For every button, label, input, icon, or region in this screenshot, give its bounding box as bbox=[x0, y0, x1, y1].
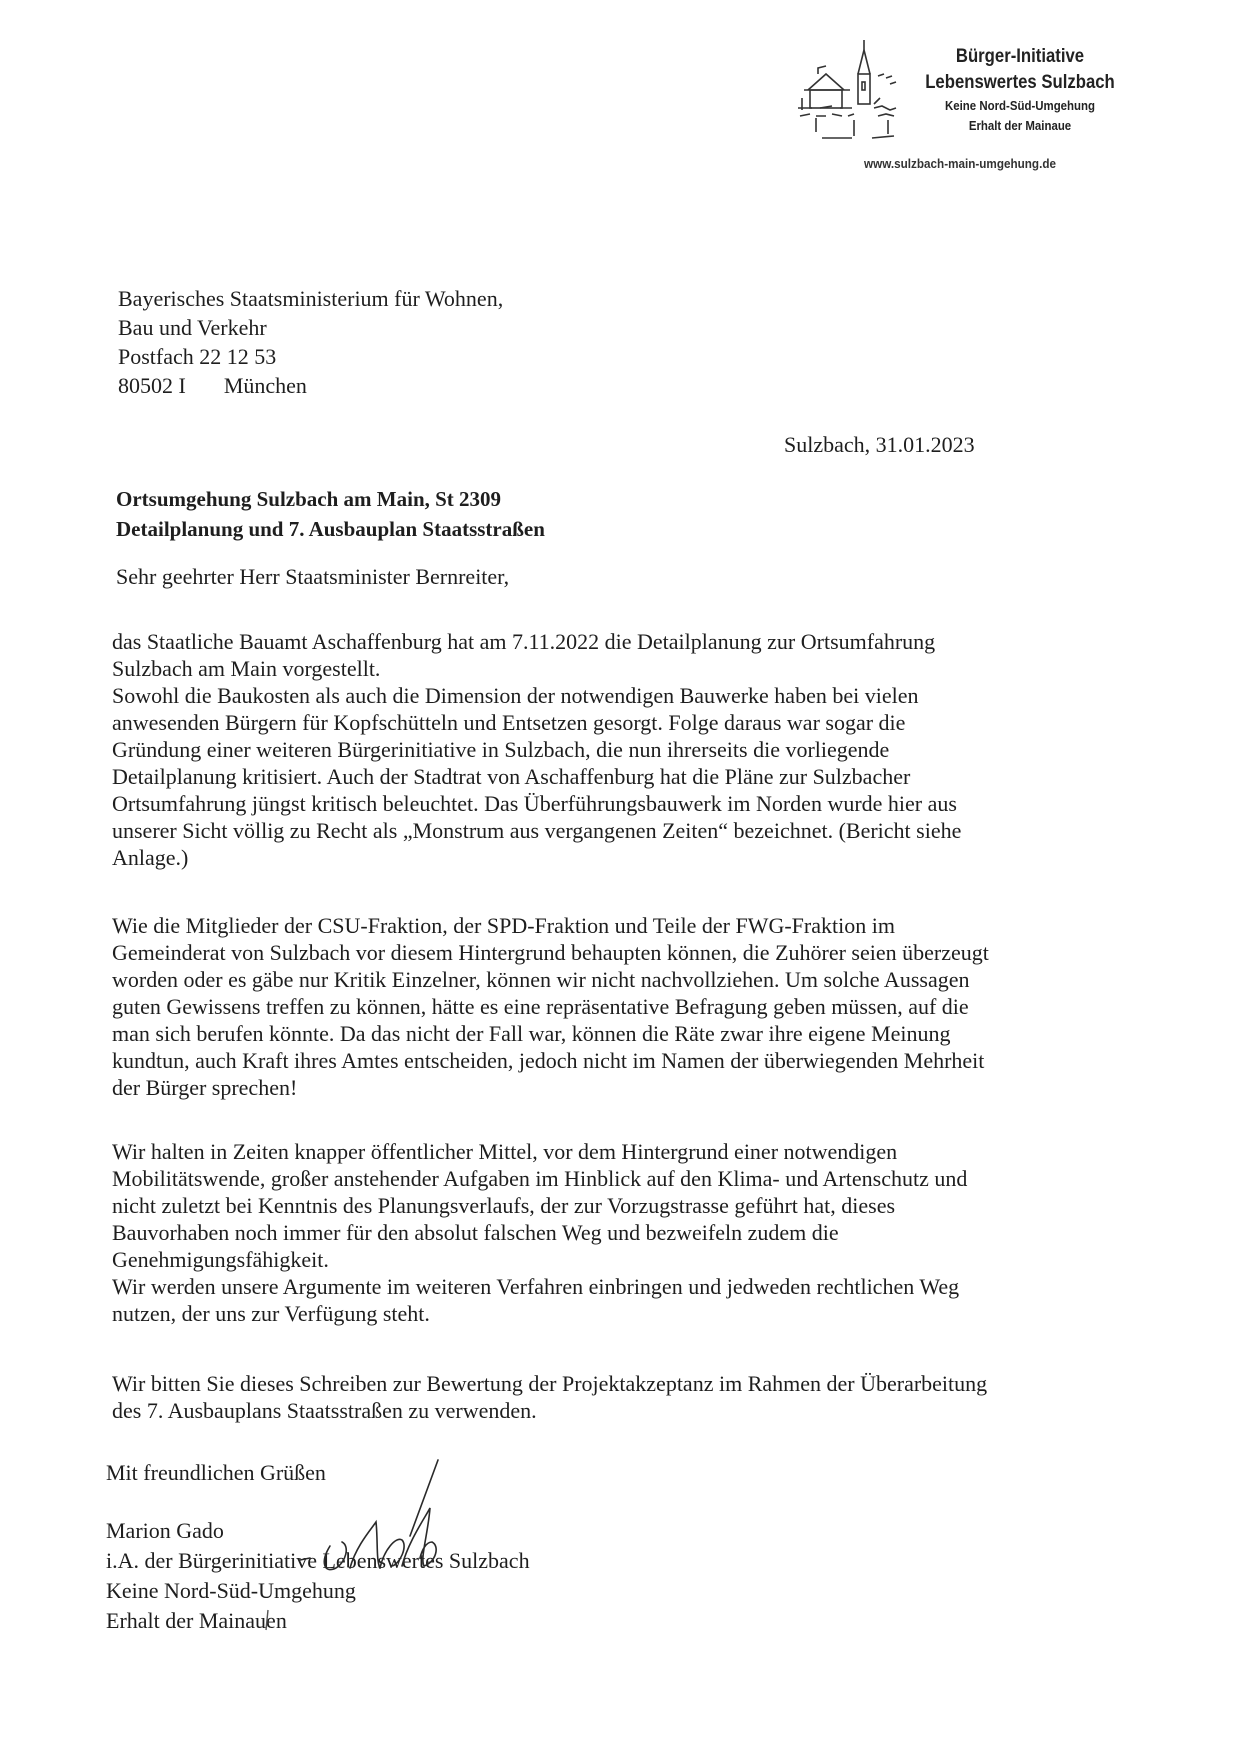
paragraph-line: Sowohl die Baukosten als auch die Dimension der notwendigen Bauwerke haben bei vielen bbox=[112, 683, 919, 708]
paragraph-line: Wir werden unsere Argumente im weiteren Verfahren einbringen und jedweden rechtlichen Weg bbox=[112, 1274, 960, 1299]
paragraph-line: unserer Sicht völlig zu Recht als „Monstrum aus vergangenen Zeiten“ bezeichnet. (Bericht siehe bbox=[112, 818, 962, 843]
paragraph-line: Gründung einer weiteren Bürgerinitiative in Sulzbach, die nun ihrerseits die vorliegende bbox=[112, 737, 890, 762]
paragraph-line: des 7. Ausbauplans Staatsstraßen zu verwenden. bbox=[112, 1398, 537, 1423]
paragraph-line: Sulzbach am Main vorgestellt. bbox=[112, 656, 381, 681]
paragraph-3 bbox=[112, 1138, 1192, 1327]
scan-mark bbox=[260, 1606, 280, 1636]
paragraph-line: anwesenden Bürgern für Kopfschütteln und Entsetzen gesorgt. Folge daraus war sogar die bbox=[112, 710, 906, 735]
letter-date: Sulzbach, 31.01.2023 bbox=[784, 432, 975, 457]
org-website: www.sulzbach-main-umgehung.de bbox=[864, 156, 1056, 171]
paragraph-line: Ortsumfahrung jüngst kritisch beleuchtet. Das Überführungsbauwerk im Norden wurde hier aus bbox=[112, 791, 957, 816]
letterhead-org bbox=[900, 44, 1140, 136]
address-postcode: 80502 I bbox=[118, 373, 186, 398]
paragraph-line: guten Gewissens treffen zu können, hätte es eine repräsentative Befragung geben müssen, auf die bbox=[112, 994, 969, 1019]
paragraph-4 bbox=[112, 1370, 1192, 1424]
address-line2: Bau und Verkehr bbox=[118, 315, 267, 340]
org-tagline2: Erhalt der Mainaue bbox=[968, 118, 1072, 133]
org-name-line1: Bürger-Initiative bbox=[955, 46, 1085, 67]
org-name-line2: Lebenswertes Sulzbach bbox=[925, 72, 1115, 93]
signer-line4: Erhalt der Mainauen bbox=[106, 1608, 287, 1633]
paragraph-line: Wir bitten Sie dieses Schreiben zur Bewertung der Projektakzeptanz im Rahmen der Überarbeitung bbox=[112, 1371, 988, 1396]
paragraph-line: Anlage.) bbox=[112, 845, 189, 870]
recipient-address bbox=[118, 284, 503, 400]
paragraph-2 bbox=[112, 912, 1192, 1101]
subject-line2: Detailplanung und 7. Ausbauplan Staatsstraßen bbox=[116, 517, 545, 541]
signer-line2: i.A. der Bürgerinitiative Lebenswertes Sulzbach bbox=[106, 1548, 530, 1573]
paragraph-line: nutzen, der uns zur Verfügung steht. bbox=[112, 1301, 430, 1326]
paragraph-line: der Bürger sprechen! bbox=[112, 1075, 298, 1100]
signer-line3: Keine Nord-Süd-Umgehung bbox=[106, 1578, 356, 1603]
paragraph-line: Mobilitätswende, großer anstehender Aufgaben im Hinblick auf den Klima- und Artenschutz und bbox=[112, 1166, 968, 1191]
address-line1: Bayerisches Staatsministerium für Wohnen, bbox=[118, 286, 504, 311]
paragraph-line: Gemeinderat von Sulzbach vor diesem Hintergrund behaupten können, die Zuhörer seien überzeugt bbox=[112, 940, 989, 965]
paragraph-1 bbox=[112, 628, 1192, 871]
paragraph-line: Wir halten in Zeiten knapper öffentlicher Mittel, vor dem Hintergrund einer notwendigen bbox=[112, 1139, 898, 1164]
paragraph-line: Bauvorhaben noch immer für den absolut falschen Weg und bezweifeln zudem die bbox=[112, 1220, 839, 1245]
paragraph-line: man sich berufen könnte. Da das nicht der Fall war, können die Räte zwar ihre eigene Meinung bbox=[112, 1021, 951, 1046]
paragraph-line: Wie die Mitglieder der CSU-Fraktion, der SPD-Fraktion und Teile der FWG-Fraktion im bbox=[112, 913, 895, 938]
letter-subject bbox=[116, 484, 545, 544]
paragraph-line: Genehmigungsfähigkeit. bbox=[112, 1247, 329, 1272]
address-line3: Postfach 22 12 53 bbox=[118, 344, 277, 369]
paragraph-line: das Staatliche Bauamt Aschaffenburg hat am 7.11.2022 die Detailplanung zur Ortsumfahrung bbox=[112, 629, 936, 654]
salutation: Sehr geehrter Herr Staatsminister Bernreiter, bbox=[116, 564, 510, 589]
org-tagline1: Keine Nord-Süd-Umgehung bbox=[945, 98, 1095, 113]
address-city: München bbox=[223, 373, 307, 398]
subject-line1: Ortsumgehung Sulzbach am Main, St 2309 bbox=[116, 487, 502, 511]
paragraph-line: worden oder es gäbe nur Kritik Einzelner, können wir nicht nachvollziehen. Um solche Aussagen bbox=[112, 967, 970, 992]
paragraph-line: kundtun, auch Kraft ihres Amtes entscheiden, jedoch nicht im Namen der überwiegenden Mehrheit bbox=[112, 1048, 985, 1073]
paragraph-line: nicht zuletzt bei Kenntnis des Planungsverlaufs, der zur Vorzugstrasse geführt hat, dieses bbox=[112, 1193, 896, 1218]
handwritten-signature bbox=[280, 1450, 480, 1600]
letter-closing: Mit freundlichen Grüßen bbox=[106, 1460, 326, 1485]
signer-name: Marion Gado bbox=[106, 1518, 224, 1543]
paragraph-line: Detailplanung kritisiert. Auch der Stadtrat von Aschaffenburg hat die Pläne zur Sulzbacher bbox=[112, 764, 911, 789]
address-line4 bbox=[118, 371, 503, 400]
